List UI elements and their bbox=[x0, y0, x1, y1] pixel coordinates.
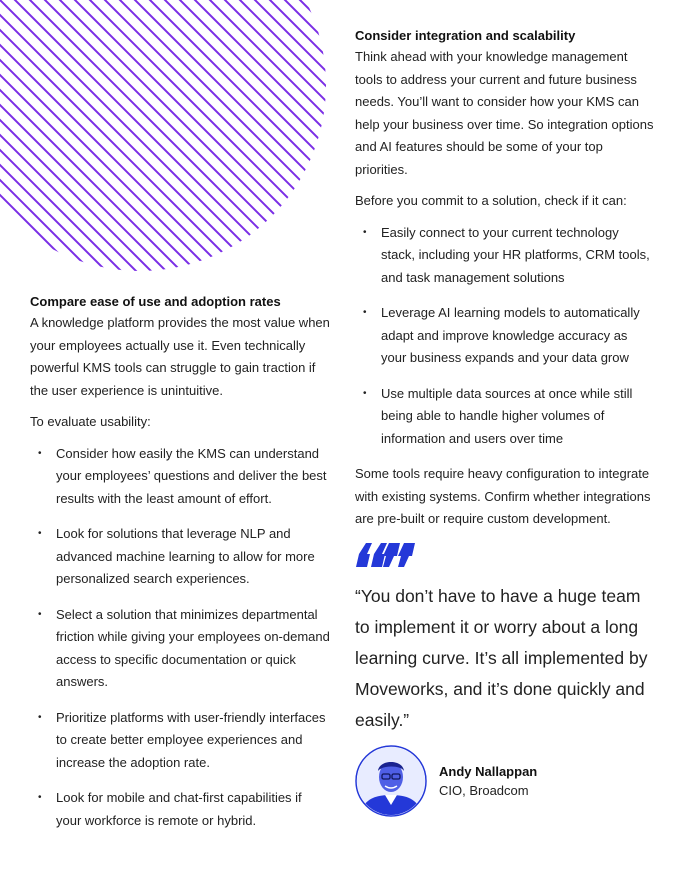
usability-list bbox=[30, 443, 330, 833]
list-item: • Look for solutions that leverage NLP and advanced machine learning to allow for more personalized search experiences. bbox=[30, 523, 330, 591]
quotation-mark-icon bbox=[355, 543, 417, 567]
testimonial-quote: “You don’t have to have a huge team to implement it or worry about a long learning curve. It’s all implemented by Moveworks, and it’s done quickly and easily.” bbox=[355, 585, 648, 731]
list-item: • Look for mobile and chat-first capabilities if your workforce is remote or hybrid. bbox=[30, 787, 330, 832]
integration-outro: Some tools require heavy configuration to integrate with existing systems. Confirm whether integrations are pre-built or require custom development. bbox=[355, 466, 651, 526]
list-item: • Select a solution that minimizes departmental friction while giving your employees on-demand access to specific documentation or quick answers. bbox=[30, 604, 330, 694]
list-item: • Consider how easily the KMS can understand your employees’ questions and deliver the best results with the least amount of effort. bbox=[30, 443, 330, 511]
ease-of-use-heading: Compare ease of use and adoption rates bbox=[30, 294, 281, 309]
integration-heading: Consider integration and scalability bbox=[355, 28, 576, 43]
left-column bbox=[30, 292, 330, 845]
ease-of-use-intro: A knowledge platform provides the most value when your employees actually use it. Even technically powerful KMS tools can struggle to gain traction if the user experience is unintuitive. bbox=[30, 315, 330, 398]
usability-lead: To evaluate usability: bbox=[30, 414, 151, 429]
list-item: • Easily connect to your current technology stack, including your HR platforms, CRM tools, and task management solutions bbox=[355, 222, 655, 290]
integration-lead: Before you commit to a solution, check if it can: bbox=[355, 193, 627, 208]
list-item: • Use multiple data sources at once while still being able to handle higher volumes of information and users over time bbox=[355, 383, 655, 451]
list-item: • Leverage AI learning models to automatically adapt and improve knowledge accuracy as your business expands and your data grow bbox=[355, 302, 655, 370]
quote-author bbox=[355, 745, 655, 817]
integration-list bbox=[355, 222, 655, 451]
integration-intro: Think ahead with your knowledge management tools to address your current and future business needs. You’ll want to consider how your KMS can help your business over time. So integration options and AI features should be some of your top priorities. bbox=[355, 49, 654, 177]
right-column bbox=[355, 26, 655, 817]
author-name: Andy Nallappan bbox=[439, 763, 538, 779]
author-role: CIO, Broadcom bbox=[439, 782, 529, 798]
list-item: • Prioritize platforms with user-friendly interfaces to create better employee experiences and increase the adoption rate. bbox=[30, 707, 330, 775]
author-avatar bbox=[355, 745, 427, 817]
diagonal-stripe-decoration bbox=[0, 0, 330, 275]
